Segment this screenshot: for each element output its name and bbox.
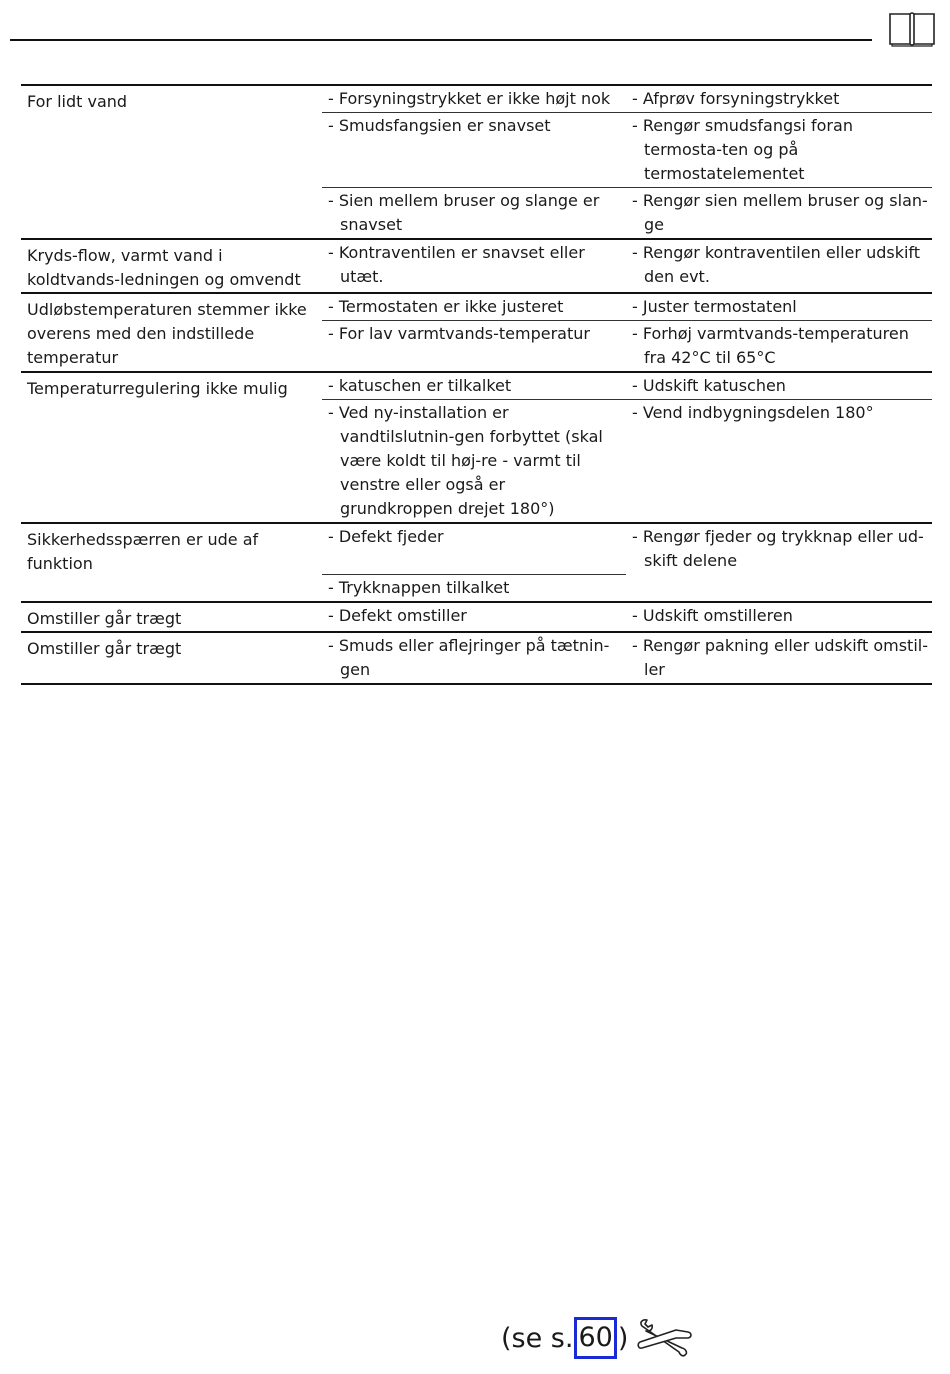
page-reference: [501, 1314, 628, 1362]
table-row: [322, 373, 932, 399]
table-row: [322, 294, 932, 320]
remedy-cell: - Udskift katuschen: [632, 376, 786, 395]
table-row: [322, 603, 932, 629]
cause-cell: - Forsyningstrykket er ikke højt nok: [328, 89, 611, 108]
remedy-cell: - Forhøj varmtvands-temperaturen fra 42°C til 65°C: [626, 320, 932, 371]
table-row: [322, 399, 932, 522]
table-group: [21, 86, 932, 240]
page-number-link[interactable]: 60: [574, 1317, 616, 1359]
table-row: [322, 240, 932, 290]
remedy-cell: - Afprøv forsyningstrykket: [632, 89, 840, 108]
troubleshooting-table: [21, 84, 932, 685]
book-icon: [888, 11, 936, 47]
remedy-cell: - Rengør kontraventilen eller udskift den evt.: [632, 243, 921, 286]
remedy-cell: - Rengør smudsfangsi foran termosta-ten og på termostatelementet: [626, 112, 932, 187]
table-row: [322, 524, 932, 574]
table-group: [21, 240, 932, 294]
table-row: [322, 187, 932, 238]
table-group: [21, 294, 932, 373]
remedy-cell: - Rengør pakning eller udskift omstil-ler: [632, 636, 928, 679]
remedy-cell: - Rengør sien mellem bruser og slan-ge: [626, 187, 932, 238]
table-group: [21, 373, 932, 524]
cause-cell: - Defekt omstiller: [328, 606, 467, 625]
symptom-cell: For lidt vand: [27, 92, 128, 111]
header-rule: [10, 39, 872, 41]
cause-cell: - Smuds eller aflejringer på tætnin-gen: [328, 636, 610, 679]
cause-cell: - Smudsfangsien er snavset: [322, 112, 626, 187]
wrench-icon: [636, 1318, 694, 1358]
cause-cell: - Trykknappen tilkalket: [322, 574, 626, 601]
remedy-cell: - Rengør fjeder og trykknap eller ud-skift delene: [632, 527, 924, 570]
symptom-cell: Omstiller går trægt: [27, 639, 182, 658]
cause-cell: - Sien mellem bruser og slange er snavset: [322, 187, 626, 238]
table-row: [322, 574, 932, 601]
cause-cell: - Kontraventilen er snavset eller utæt.: [328, 243, 585, 286]
symptom-cell: Omstiller går trægt: [27, 609, 182, 628]
symptom-cell: Temperaturregulering ikke mulig: [27, 379, 288, 398]
table-group: [21, 603, 932, 633]
table-group: [21, 524, 932, 603]
remedy-cell: [626, 574, 932, 601]
symptom-cell: Udløbstemperaturen stemmer ikke overens med den indstillede temperatur: [27, 300, 307, 367]
table-group: [21, 633, 932, 685]
cause-cell: - For lav varmtvands-temperatur: [322, 320, 626, 371]
symptom-cell: Kryds-flow, varmt vand i koldtvands-ledningen og omvendt: [27, 246, 301, 289]
table-row: [322, 86, 932, 112]
symptom-cell: Sikkerhedsspærren er ude af funktion: [27, 530, 259, 573]
table-row: [322, 633, 932, 683]
cause-cell: - Termostaten er ikke justeret: [328, 297, 564, 316]
page-reference-prefix: (se s.: [501, 1322, 574, 1354]
cause-cell: - Ved ny-installation er vandtilslutnin-gen forbyttet (skal være koldt til høj-re - varmt til venstre eller også er grundkroppen drejet 180°): [322, 399, 626, 522]
cause-cell: - katuschen er tilkalket: [328, 376, 512, 395]
table-row: [322, 112, 932, 187]
remedy-cell: - Juster termostatenl: [632, 297, 797, 316]
remedy-cell: - Udskift omstilleren: [632, 606, 793, 625]
remedy-cell: - Vend indbygningsdelen 180°: [626, 399, 932, 522]
page-reference-suffix: ): [617, 1322, 629, 1354]
cause-cell: - Defekt fjeder: [328, 527, 444, 546]
table-row: [322, 320, 932, 371]
